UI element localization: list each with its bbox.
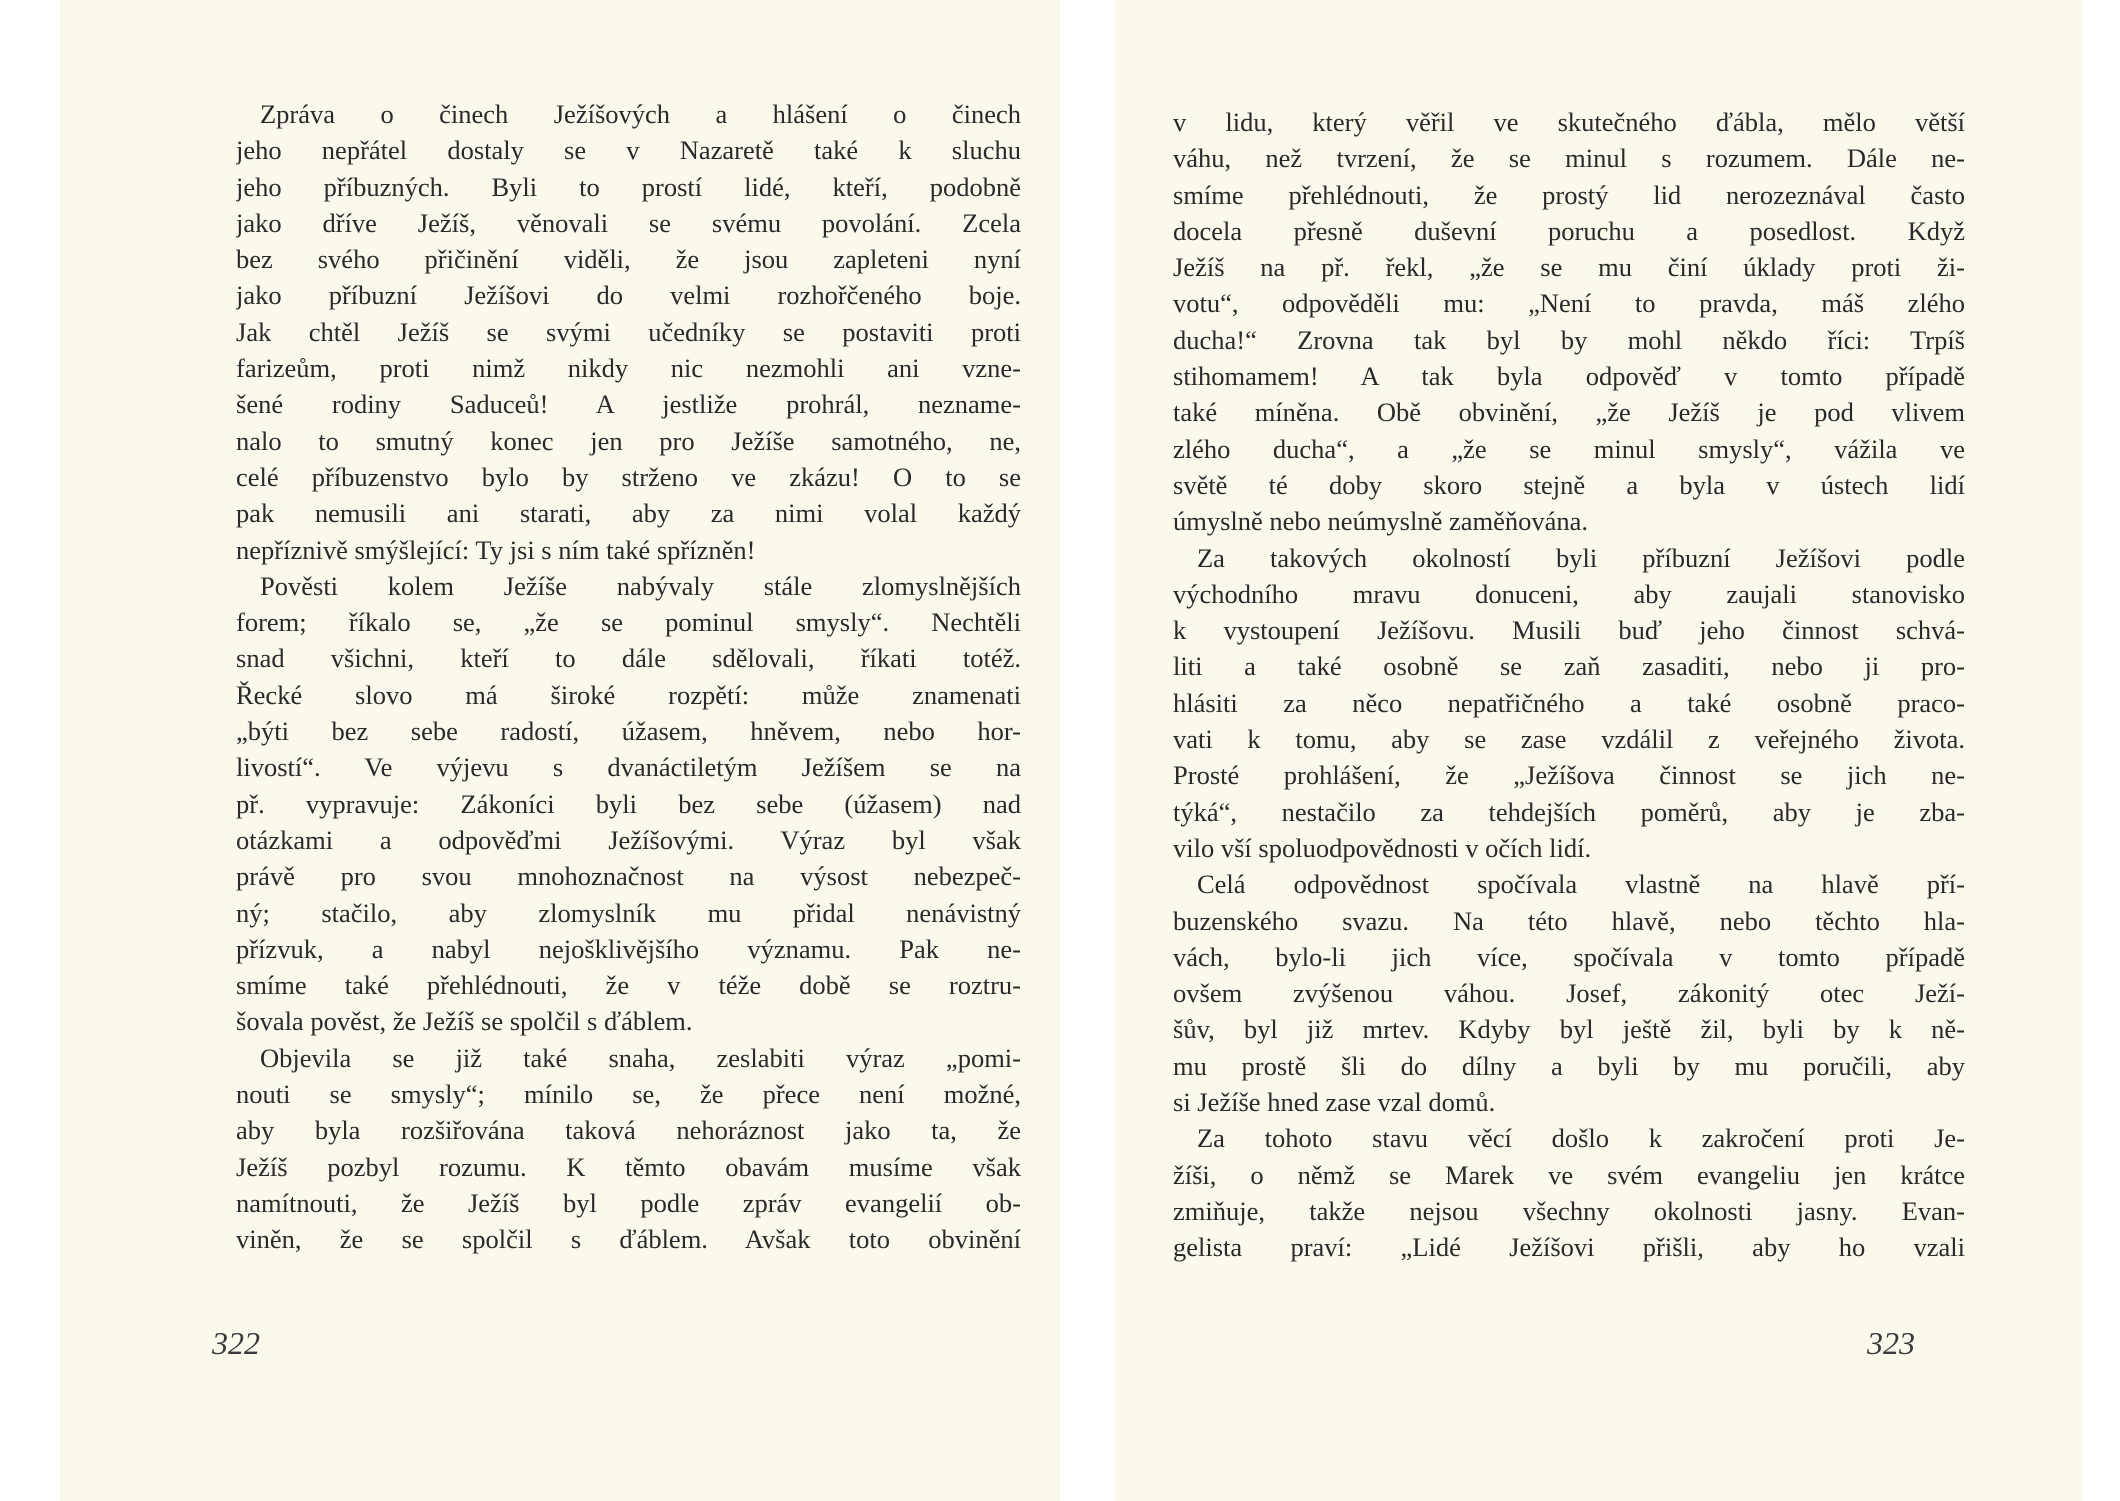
text-line: buzenského svazu. Na této hlavě, nebo těchto hla-: [1173, 905, 1965, 936]
text-line: livostí“. Ve výjevu s dvanáctiletým Ježíšem se na: [236, 752, 1021, 783]
text-line: pak nemusili ani starati, aby za nimi volal každý: [236, 498, 1021, 529]
text-line: zlého ducha“, a „že se minul smysly“, vážila ve: [1173, 433, 1965, 464]
text-line: východního mravu donuceni, aby zaujali stanovisko: [1173, 578, 1965, 609]
left-page: [60, 0, 1060, 1501]
text-line: ducha!“ Zrovna tak byl by mohl někdo říci: Trpíš: [1173, 324, 1965, 355]
text-line: gelista praví: „Lidé Ježíšovi přišli, aby ho vzali: [1173, 1232, 1965, 1263]
text-line: jeho příbuzných. Byli to prostí lidé, kteří, podobně: [236, 171, 1021, 202]
text-line: jako příbuzní Ježíšovi do velmi rozhořčeného boje.: [236, 280, 1021, 311]
text-line: Jak chtěl Ježíš se svými učedníky se postaviti proti: [236, 316, 1021, 347]
text-line: docela přesně duševní poruchu a posedlost. Když: [1173, 215, 1965, 246]
text-line: smíme také přehlédnouti, že v téže době se roztru-: [236, 970, 1021, 1001]
text-line: votu“, odpověděli mu: „Není to pravda, máš zlého: [1173, 288, 1965, 319]
text-line: „býti bez sebe radostí, úžasem, hněvem, nebo hor-: [236, 716, 1021, 747]
text-line: k vystoupení Ježíšovu. Musili buď jeho činnost schvá-: [1173, 615, 1965, 646]
text-line: stihomamem! A tak byla odpověď v tomto případě: [1173, 361, 1965, 392]
right-page-body-text: [1173, 104, 1965, 1266]
text-line: nouti se smysly“; mínilo se, že přece není možné,: [236, 1079, 1021, 1110]
text-line: Ježíš pozbyl rozumu. K těmto obavám musíme však: [236, 1151, 1021, 1182]
text-line: Ježíš na př. řekl, „že se mu činí úklady proti ži-: [1173, 252, 1965, 283]
text-line: jeho nepřátel dostaly se v Nazaretě také k sluchu: [236, 135, 1021, 166]
text-line: př. vypravuje: Zákoníci byli bez sebe (úžasem) nad: [236, 788, 1021, 819]
text-line: vách, bylo-li jich více, spočívala v tomto případě: [1173, 941, 1965, 972]
text-line: nepříznivě smýšlející: Ty jsi s ním také spřízněn!: [236, 534, 756, 565]
text-line: Řecké slovo má široké rozpětí: může znamenati: [236, 679, 1021, 710]
text-line: týká“, nestačilo za tehdejších poměrů, aby je zba-: [1173, 796, 1965, 827]
text-line: šené rodiny Saduceů! A jestliže prohrál, neznamе-: [236, 389, 1021, 420]
text-line: Objevila se již také snaha, zeslabiti výraz „pomi-: [260, 1042, 1021, 1073]
text-line: Za tohoto stavu věcí došlo k zakročení proti Je-: [1197, 1123, 1965, 1154]
page-gutter: [1060, 0, 1115, 1501]
text-line: šův, byl již mrtev. Kdyby byl ještě žil, byli by k ně-: [1173, 1014, 1965, 1045]
text-line: žíši, o němž se Marek ve svém evangeliu jen krátce: [1173, 1159, 1965, 1190]
text-line: si Ježíše hned zase vzal domů.: [1173, 1087, 1496, 1118]
right-page-number: 323: [1867, 1325, 1915, 1361]
text-line: forem; říkalo se, „že se pominul smysly“. Nechtěli: [236, 607, 1021, 638]
text-line: zmiňuje, takže nejsou všechny okolnosti jasny. Evan-: [1173, 1195, 1965, 1226]
text-line: bez svého přičinění viděli, že jsou zapleteni nyní: [236, 244, 1021, 275]
text-line: namítnouti, že Ježíš byl podle zpráv evangelií ob-: [236, 1187, 1021, 1218]
left-page-body-text: [236, 96, 1021, 1258]
text-line: Za takových okolností byli příbuzní Ježíšovi podle: [1197, 542, 1965, 573]
text-line: farizeům, proti nimž nikdy nic nezmohli ani vzne-: [236, 353, 1021, 384]
text-line: snad všichni, kteří to dále sdělovali, říkati totéž.: [236, 643, 1021, 674]
text-line: přízvuk, a nabyl nejošklivějšího významu. Pak ne-: [236, 933, 1021, 964]
text-line: liti a také osobně se zaň zasaditi, nebo ji pro-: [1173, 651, 1965, 682]
text-line: jako dříve Ježíš, věnovali se svému povolání. Zcela: [236, 207, 1021, 238]
text-line: otázkami a odpověďmi Ježíšovými. Výraz byl však: [236, 824, 1021, 855]
text-line: Celá odpovědnost spočívala vlastně na hlavě pří-: [1197, 869, 1965, 900]
text-line: světě té doby skoro stejně a byla v ústech lidí: [1173, 469, 1965, 500]
left-page-number: 322: [212, 1325, 260, 1361]
text-line: nalo to smutný konec jen pro Ježíše samotného, ne,: [236, 425, 1021, 456]
text-line: vilo vší spoluodpovědnosti v očích lidí.: [1173, 832, 1592, 863]
text-line: právě pro svou mnohoznačnost na výsost nebezpeč-: [236, 861, 1021, 892]
text-line: viněn, že se spolčil s ďáblem. Avšak toto obvinění: [236, 1224, 1021, 1255]
text-line: aby byla rozšiřována taková nehoráznost jako ta, že: [236, 1115, 1021, 1146]
text-line: úmyslně nebo neúmyslně zaměňována.: [1173, 506, 1589, 537]
right-page: [1115, 0, 2082, 1501]
text-line: váhu, než tvrzení, že se minul s rozumem. Dále ne-: [1173, 143, 1965, 174]
text-line: Zpráva o činech Ježíšových a hlášení o činech: [260, 99, 1021, 129]
text-line: vati k tomu, aby se zase vzdálil z veřejného života.: [1173, 724, 1965, 755]
text-line: Prosté prohlášení, že „Ježíšova činnost se jich ne-: [1173, 760, 1965, 791]
text-line: Pověsti kolem Ježíše nabývaly stále zlomyslnějších: [260, 570, 1021, 601]
text-line: ovšem zvýšenou váhou. Josef, zákonitý otec Ježí-: [1173, 978, 1965, 1009]
text-line: v lidu, který věřil ve skutečného ďábla, mělo větší: [1173, 107, 1965, 137]
text-line: mu prostě šli do dílny a byli by mu poručili, aby: [1173, 1050, 1965, 1081]
text-line: celé příbuzenstvo bylo by strženo ve zkázu! O to se: [236, 461, 1021, 492]
text-line: smíme přehlédnouti, že prostý lid nerozeznával často: [1173, 179, 1965, 210]
text-line: ný; stačilo, aby zlomyslník mu přidal nenávistný: [236, 897, 1021, 928]
text-line: také míněna. Obě obvinění, „že Ježíš je pod vlivem: [1173, 397, 1965, 428]
text-line: šovala pověst, že Ježíš se spolčil s ďáblem.: [236, 1006, 693, 1037]
text-line: hlásiti za něco nepatřičného a také osobně praco-: [1173, 687, 1965, 718]
